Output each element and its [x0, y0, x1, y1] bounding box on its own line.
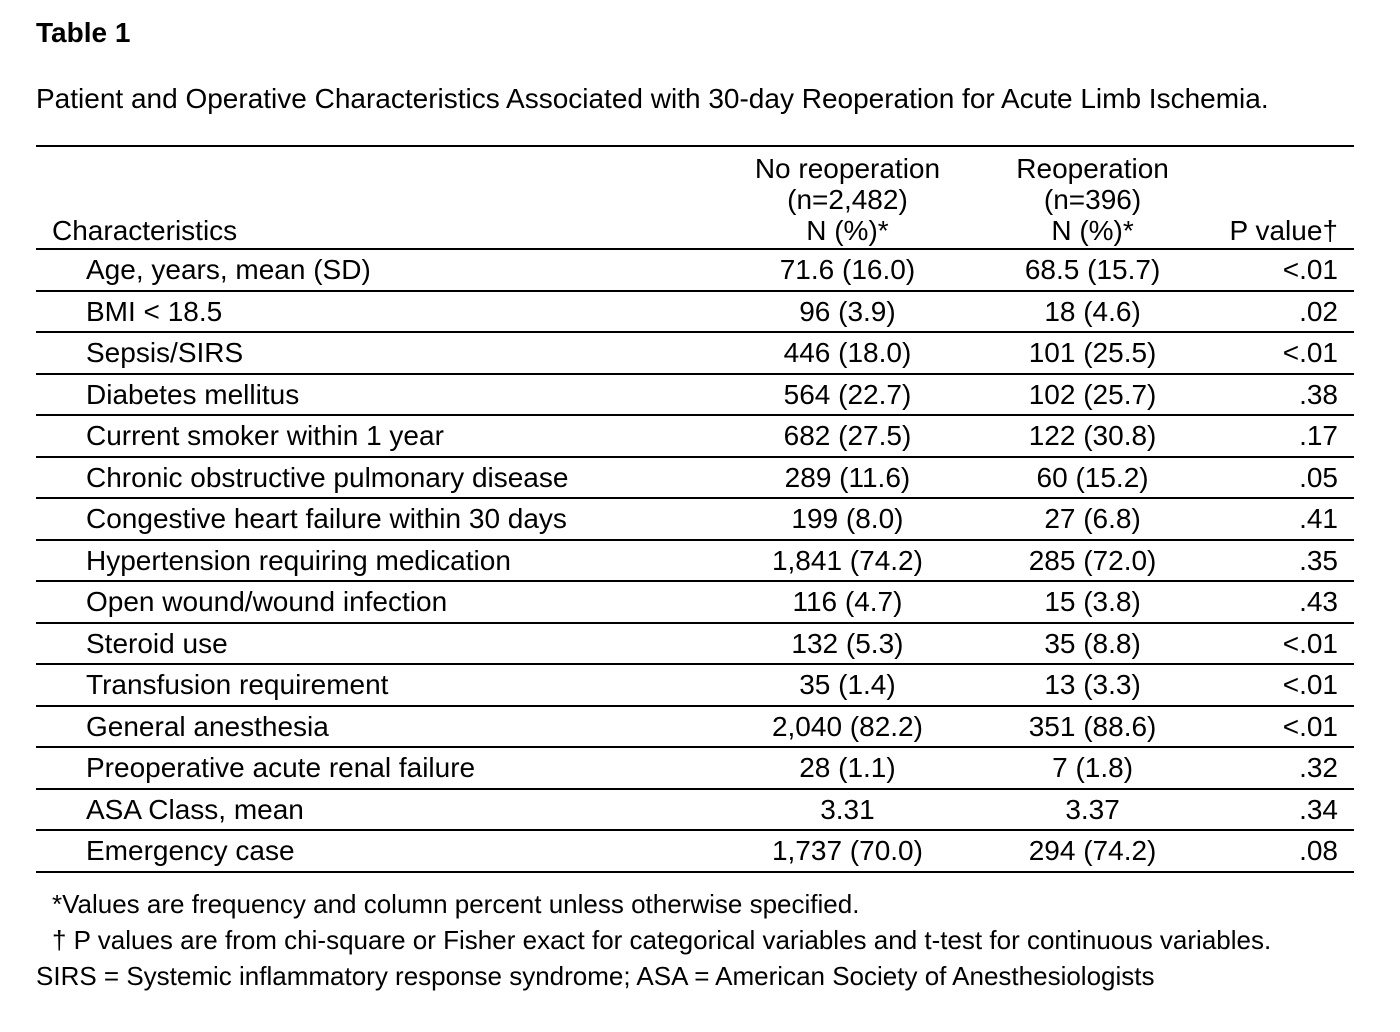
no-reoperation-cell: 289 (11.6) [679, 457, 1017, 499]
row-label-cell: Steroid use [36, 623, 679, 665]
reoperation-cell: 35 (8.8) [1016, 623, 1169, 665]
no-reoperation-cell: 1,841 (74.2) [679, 540, 1017, 582]
header-characteristics: Characteristics [36, 146, 679, 249]
header-no-reoperation-line: (n=2,482) [787, 184, 908, 215]
no-reoperation-cell: 2,040 (82.2) [679, 706, 1017, 748]
p-value-cell: .17 [1169, 415, 1354, 457]
no-reoperation-cell: 71.6 (16.0) [679, 249, 1017, 291]
row-label-cell: Preoperative acute renal failure [36, 747, 679, 789]
p-value-cell: .43 [1169, 581, 1354, 623]
row-label-cell: Hypertension requiring medication [36, 540, 679, 582]
row-label-cell: Sepsis/SIRS [36, 332, 679, 374]
reoperation-cell: 3.37 [1016, 789, 1169, 831]
table-row [36, 623, 1354, 665]
no-reoperation-cell: 28 (1.1) [679, 747, 1017, 789]
table-row [36, 747, 1354, 789]
reoperation-cell: 27 (6.8) [1016, 498, 1169, 540]
table-row [36, 291, 1354, 333]
table-row [36, 789, 1354, 831]
no-reoperation-cell: 116 (4.7) [679, 581, 1017, 623]
reoperation-cell: 18 (4.6) [1016, 291, 1169, 333]
reoperation-cell: 294 (74.2) [1016, 830, 1169, 872]
row-label-cell: Age, years, mean (SD) [36, 249, 679, 291]
header-no-reoperation [679, 146, 1017, 249]
table-row [36, 415, 1354, 457]
row-label-cell: Current smoker within 1 year [36, 415, 679, 457]
p-value-cell: .05 [1169, 457, 1354, 499]
table-row [36, 332, 1354, 374]
reoperation-cell: 60 (15.2) [1016, 457, 1169, 499]
reoperation-cell: 285 (72.0) [1016, 540, 1169, 582]
table-row [36, 664, 1354, 706]
footnote-p-values: † P values are from chi-square or Fisher exact for categorical variables and t-test for continuous variables. [52, 925, 1272, 955]
data-table [36, 145, 1354, 873]
reoperation-cell: 15 (3.8) [1016, 581, 1169, 623]
table-body [36, 249, 1354, 872]
no-reoperation-cell: 682 (27.5) [679, 415, 1017, 457]
header-no-reoperation-line: No reoperation [754, 153, 941, 184]
p-value-cell: .41 [1169, 498, 1354, 540]
footnote-abbreviations: SIRS = Systemic inflammatory response syndrome; ASA = American Society of Anesthesiologists [36, 961, 1155, 991]
no-reoperation-cell: 446 (18.0) [679, 332, 1017, 374]
reoperation-cell: 101 (25.5) [1016, 332, 1169, 374]
header-row [36, 146, 1354, 249]
reoperation-cell: 122 (30.8) [1016, 415, 1169, 457]
reoperation-cell: 102 (25.7) [1016, 374, 1169, 416]
table-row [36, 498, 1354, 540]
table-row [36, 581, 1354, 623]
p-value-cell: <.01 [1169, 623, 1354, 665]
header-reoperation-line: (n=396) [1043, 184, 1142, 215]
header-no-reoperation-line: N (%)* [806, 215, 889, 246]
p-value-cell: .32 [1169, 747, 1354, 789]
p-value-cell: <.01 [1169, 664, 1354, 706]
row-label-cell: BMI < 18.5 [36, 291, 679, 333]
header-reoperation [1016, 146, 1169, 249]
p-value-cell: .35 [1169, 540, 1354, 582]
table-header [36, 146, 1354, 249]
table-row [36, 374, 1354, 416]
table-row [36, 830, 1354, 872]
row-label-cell: General anesthesia [36, 706, 679, 748]
header-p-value: P value† [1169, 146, 1354, 249]
no-reoperation-cell: 1,737 (70.0) [679, 830, 1017, 872]
reoperation-cell: 351 (88.6) [1016, 706, 1169, 748]
table-row [36, 540, 1354, 582]
header-reoperation-line: Reoperation [1016, 153, 1169, 184]
no-reoperation-cell: 3.31 [679, 789, 1017, 831]
row-label-cell: ASA Class, mean [36, 789, 679, 831]
p-value-cell: <.01 [1169, 706, 1354, 748]
table-row [36, 706, 1354, 748]
reoperation-cell: 68.5 (15.7) [1016, 249, 1169, 291]
no-reoperation-cell: 132 (5.3) [679, 623, 1017, 665]
footnote-values: *Values are frequency and column percent unless otherwise specified. [52, 889, 860, 919]
row-label-cell: Open wound/wound infection [36, 581, 679, 623]
p-value-cell: .02 [1169, 291, 1354, 333]
table-label: Table 1 [36, 17, 131, 48]
reoperation-cell: 13 (3.3) [1016, 664, 1169, 706]
table-row [36, 249, 1354, 291]
row-label-cell: Transfusion requirement [36, 664, 679, 706]
header-reoperation-line: N (%)* [1051, 215, 1134, 246]
p-value-cell: .38 [1169, 374, 1354, 416]
row-label-cell: Emergency case [36, 830, 679, 872]
table-row [36, 457, 1354, 499]
p-value-cell: <.01 [1169, 249, 1354, 291]
row-label-cell: Congestive heart failure within 30 days [36, 498, 679, 540]
p-value-cell: <.01 [1169, 332, 1354, 374]
no-reoperation-cell: 96 (3.9) [679, 291, 1017, 333]
row-label-cell: Diabetes mellitus [36, 374, 679, 416]
p-value-cell: .08 [1169, 830, 1354, 872]
reoperation-cell: 7 (1.8) [1016, 747, 1169, 789]
no-reoperation-cell: 35 (1.4) [679, 664, 1017, 706]
table-caption: Patient and Operative Characteristics Associated with 30-day Reoperation for Acute Limb Ischemia. [36, 83, 1269, 114]
no-reoperation-cell: 564 (22.7) [679, 374, 1017, 416]
p-value-cell: .34 [1169, 789, 1354, 831]
no-reoperation-cell: 199 (8.0) [679, 498, 1017, 540]
row-label-cell: Chronic obstructive pulmonary disease [36, 457, 679, 499]
